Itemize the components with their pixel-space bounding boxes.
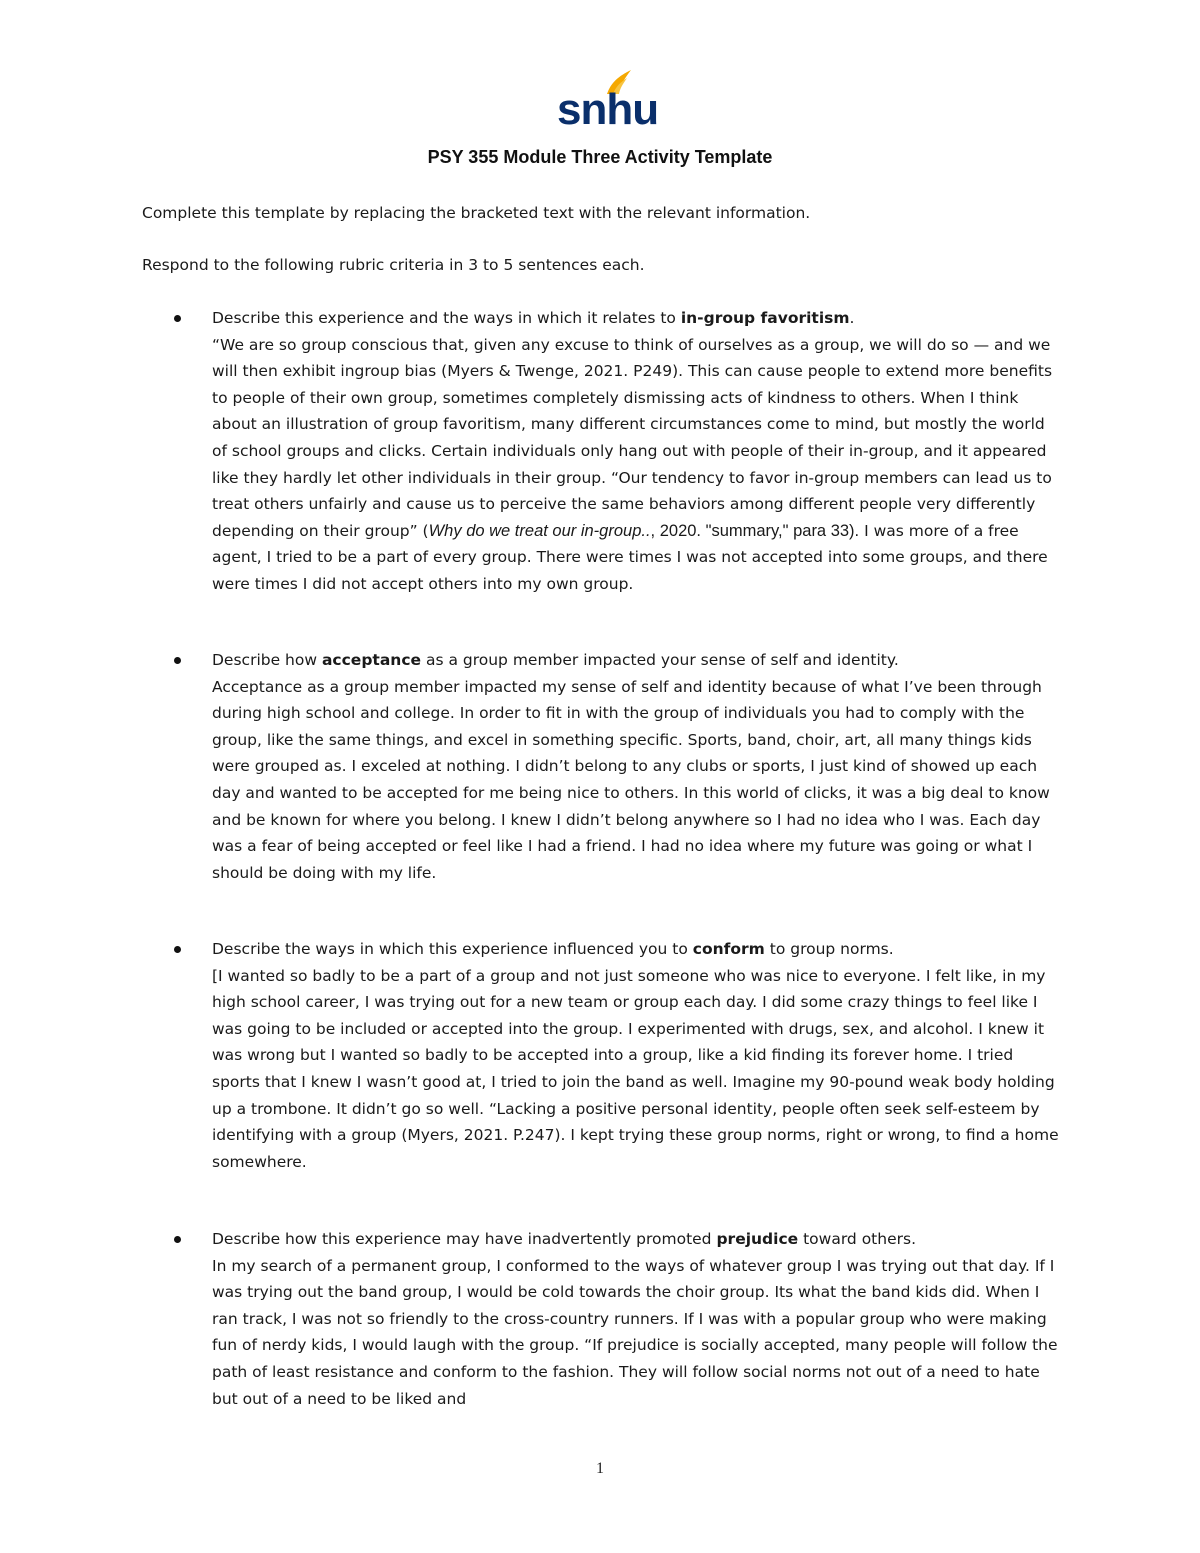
- criterion-answer: [I wanted so badly to be a part of a group and not just someone who was nice to everyone. I felt like, in my high school career, I was trying out for a new team or group each day. I did some crazy things to feel like I was going to be included or accepted into the group. I experimented with drugs, sex, and alcohol. I knew it was wrong but I wanted so badly to be accepted into a group, like a kid finding its forever home. I tried sports that I knew I wasn’t good at, I tried to join the band as well. Imagine my 90-pound weak body holding up a trombone. It didn’t go so well. “Lacking a positive personal identity, people often seek self-esteem by identifying with a group (Myers, 2021. P.247). I kept trying these group norms, right or wrong, to find a home somewhere.: [212, 966, 1059, 1171]
- criterion-prompt: Describe this experience and the ways in which it relates to in-group favoritism.: [212, 309, 855, 327]
- criterion-in-group-favoritism: [212, 305, 1062, 598]
- instruction-replace: Complete this template by replacing the bracketed text with the relevant information.: [142, 204, 811, 222]
- instruction-respond: Respond to the following rubric criteria in 3 to 5 sentences each.: [142, 256, 645, 274]
- criterion-prejudice: [212, 1226, 1062, 1412]
- snhu-logo: [553, 68, 659, 134]
- criterion-prompt: Describe how this experience may have inadvertently promoted prejudice toward others.: [212, 1230, 916, 1248]
- criterion-prompt: Describe the ways in which this experience influenced you to conform to group norms.: [212, 940, 894, 958]
- document-title: PSY 355 Module Three Activity Template: [427, 147, 773, 167]
- bullet-icon: [174, 946, 181, 953]
- criterion-answer: “We are so group conscious that, given any excuse to think of ourselves as a group, we will do so — and we will then exhibit ingroup bias (Myers & Twenge, 2021. P249). This can cause people to extend more benefits to people of their own group, sometimes completely dismissing acts of kindness to others. When I think about an illustration of group favoritism, many different circumstances come to mind, but mostly the world of school groups and clicks. Certain individuals only hang out with people of their in-group, and it appeared like they hardly let other individuals in their group. “Our tendency to favor in-group members can lead us to treat others unfairly and cause us to perceive the same behaviors among different people very differently depending on their group” (Why do we treat our in-group.., 2020. "summary," para 33). I was more of a free agent, I tried to be a part of every group. There were times I was not accepted into some groups, and there were times I did not accept others into my own group.: [212, 335, 1053, 593]
- bullet-icon: [174, 657, 181, 664]
- criterion-conform: [212, 936, 1062, 1175]
- criterion-answer: Acceptance as a group member impacted my sense of self and identity because of what I’ve been through during high school and college. In order to fit in with the group of individuals you had to comply with the group, like the same things, and excel in something specific. Sports, band, choir, art, all many things kids were grouped as. I exceled at nothing. I didn’t belong to any clubs or sports, I just kind of showed up each day and wanted to be accepted for me being nice to others. In this world of clicks, it was a big deal to know and be known for where you belong. I knew I didn’t belong anywhere so I had no idea who I was. Each day was a fear of being accepted or feel like I had a friend. I had no idea where my future was going or what I should be doing with my life.: [212, 677, 1050, 882]
- bullet-icon: [174, 1236, 181, 1243]
- page-number: 1: [596, 1460, 604, 1477]
- criterion-acceptance: [212, 647, 1062, 886]
- bullet-icon: [174, 315, 181, 322]
- logo-wordmark: snhu: [557, 85, 659, 134]
- criterion-prompt: Describe how acceptance as a group member impacted your sense of self and identity.: [212, 651, 899, 669]
- criterion-answer: In my search of a permanent group, I conformed to the ways of whatever group I was trying out that day. If I was trying out the band group, I would be cold towards the choir group. Its what the band kids did. When I ran track, I was not so friendly to the cross-country runners. If I was with a popular group who were making fun of nerdy kids, I would laugh with the group. “If prejudice is socially accepted, many people will follow the path of least resistance and conform to the fashion. They will follow social norms not out of a need to hate but out of a need to be liked and: [212, 1256, 1058, 1408]
